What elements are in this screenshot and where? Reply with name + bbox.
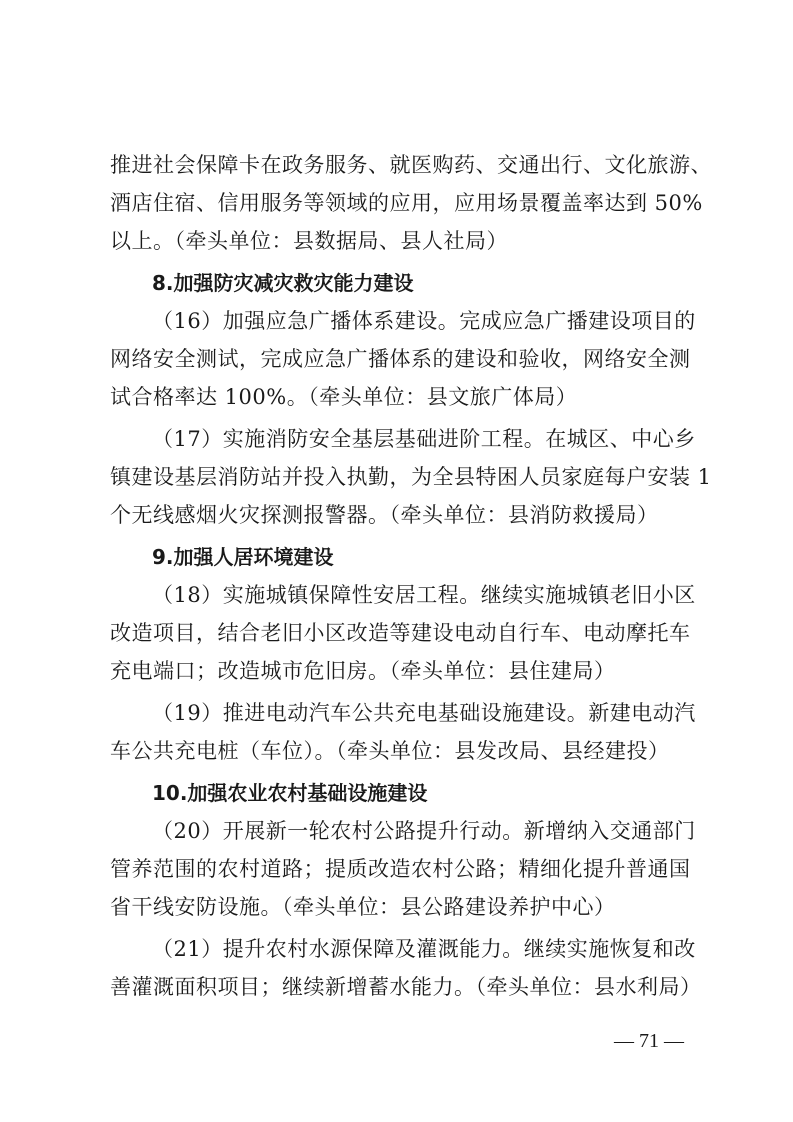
text-line: 网络安全测试，完成应急广播体系的建设和验收，网络安全测	[110, 347, 691, 371]
section-heading-8: 8.加强防灾减灾救灾能力建设	[152, 271, 414, 295]
text-line: （20）开展新一轮农村公路提升行动。新增纳入交通部门	[152, 819, 696, 843]
text-line: 镇建设基层消防站并投入执勤，为全县特困人员家庭每户安装 1	[110, 465, 712, 489]
paragraph-item-21	[110, 930, 702, 1006]
paragraph-item-20	[110, 812, 696, 926]
text-line: （21）提升农村水源保障及灌溉能力。继续实施恢复和改	[152, 937, 696, 961]
text-line: 善灌溉面积项目；继续新增蓄水能力。（牵头单位：县水利局）	[110, 975, 702, 999]
text-line: （19）推进电动汽车公共充电基础设施建设。新建电动汽	[152, 701, 696, 725]
text-line: （17）实施消防安全基层基础进阶工程。在城区、中心乡	[152, 427, 696, 451]
text-line: 个无线感烟火灾探测报警器。（牵头单位：县消防救援局）	[110, 503, 659, 527]
section-heading-10: 10.加强农业农村基础设施建设	[152, 781, 428, 805]
paragraph-item-17	[110, 420, 712, 534]
text-line: 充电端口；改造城市危旧房。（牵头单位：县住建局）	[110, 659, 616, 683]
text-line: （16）加强应急广播体系建设。完成应急广播建设项目的	[152, 309, 696, 333]
text-line: 改造项目，结合老旧小区改造等建设电动自行车、电动摩托车	[110, 621, 691, 645]
text-line: 推进社会保障卡在政务服务、就医购药、交通出行、文化旅游、	[110, 153, 712, 177]
text-line: 车公共充电桩（车位）。（牵头单位：县发改局、县经建投）	[110, 739, 670, 763]
text-line: 以上。（牵头单位：县数据局、县人社局）	[110, 229, 508, 253]
text-line: 酒店住宿、信用服务等领域的应用，应用场景覆盖率达到 50%	[110, 191, 703, 215]
paragraph-item-16	[110, 302, 696, 416]
section-heading-9: 9.加强人居环境建设	[152, 545, 334, 569]
text-line: 管养范围的农村道路；提质改造农村公路；精细化提升普通国	[110, 857, 691, 881]
page-number: — 71 —	[614, 1030, 684, 1052]
document-body	[110, 146, 712, 1010]
text-line: （18）实施城镇保障性安居工程。继续实施城镇老旧小区	[152, 583, 696, 607]
paragraph-item-18	[110, 576, 696, 690]
text-line: 省干线安防设施。（牵头单位：县公路建设养护中心）	[110, 895, 616, 919]
text-line: 试合格率达 100%。（牵头单位：县文旅广体局）	[110, 385, 578, 409]
paragraph-item-19	[110, 694, 696, 770]
paragraph-social-security-card	[110, 146, 712, 260]
